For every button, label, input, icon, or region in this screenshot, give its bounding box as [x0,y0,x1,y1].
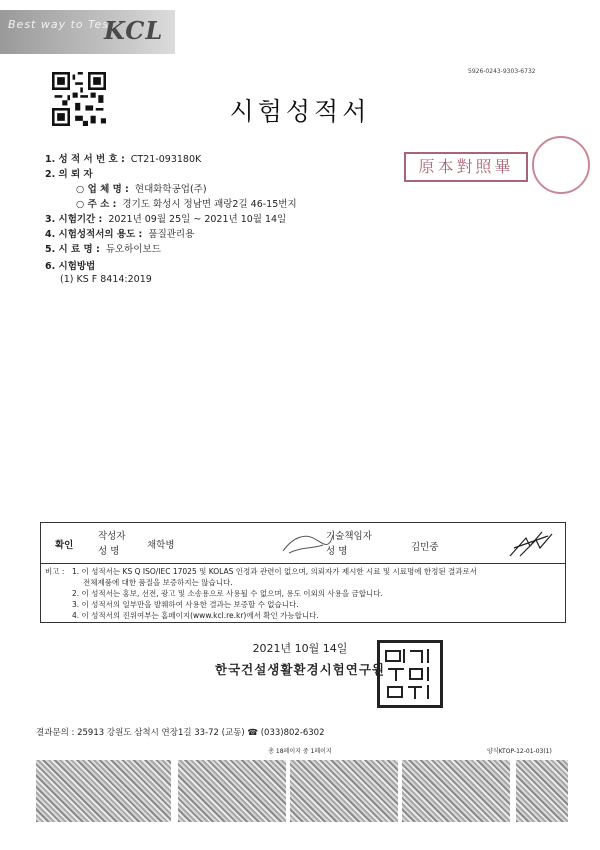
security-pattern-strip [290,760,398,822]
security-pattern-strip [516,760,568,822]
page-info: 총 18페이지 중 1페이지 [268,748,332,755]
issue-date: 2021년 10월 14일 [252,642,348,655]
original-verified-stamp: 原本對照畢 [404,152,528,182]
security-pattern-strip [402,760,510,822]
writer-name-label: 성 명 [98,546,120,557]
remark-line-2: 2. 이 성적서는 홍보, 선전, 광고 및 소송용으로 사용될 수 없으며, 용도 이외의 사용을 금합니다. [72,589,383,598]
tech-manager-name: 김민중 [411,542,439,553]
remark-line-3: 3. 이 성적서의 일부만을 발췌하여 사용한 결과는 보증할 수 없습니다. [72,600,299,609]
contact-info: 결과문의 : 25913 강원도 삼척시 연장1길 33-72 (교동) ☎ (033)802-6302 [36,728,325,738]
tech-manager-signature-icon [506,526,556,560]
tech-manager-name-label: 성 명 [326,546,348,557]
security-pattern-strip [178,760,286,822]
remark-line-1: 1. 이 성적서는 KS Q ISO/IEC 17025 및 KOLAS 인정과 관련이 없으며, 의뢰자가 제시한 시료 및 시료명에 한정된 결과로서 [72,567,477,576]
document-number: 5926-0243-9303-6732 [468,68,536,75]
item-sample-name: 5. 시 료 명 : 듀오하이보드 [45,244,161,255]
writer-name: 채학병 [147,540,175,551]
red-seal-icon [532,136,590,194]
tech-manager-label: 기술책임자 [326,531,372,542]
organization-seal-icon [377,640,443,708]
writer-label: 작성자 [98,531,126,542]
confirm-label: 확인 [55,540,74,551]
item-purpose: 4. 시험성적서의 용도 : 품질관리용 [45,229,195,240]
item-client: 2. 의 뢰 자 [45,169,93,180]
item-company-name: ○ 업 체 명 : 현대화학공업(주) [76,184,207,195]
remarks-label: 비고 : [45,567,65,576]
item-test-standard: (1) KS F 8414:2019 [60,274,152,285]
confirmation-table [40,522,566,564]
organization-name: 한국건설생활환경시험연구원 [215,662,385,677]
item-test-method: 6. 시험방법 [45,261,96,272]
remark-line-4: 4. 이 성적서의 진위여부는 홈페이지(www.kcl.re.kr)에서 확인 가능합니다. [72,611,319,620]
page-title: 시험성적서 [229,97,371,126]
kcl-logo: KCL [104,16,164,45]
security-pattern-strip [36,760,171,822]
header-slogan: Best way to Test [8,18,115,31]
item-address: ○ 주 소 : 경기도 화성시 정남면 괘랑2길 46-15번지 [76,199,297,210]
item-report-number: 1. 성 적 서 번 호 : CT21-093180K [45,154,202,165]
item-test-period: 3. 시험기간 : 2021년 09월 25일 ~ 2021년 10월 14일 [45,214,287,225]
remark-line-1b: 전체제품에 대한 품질을 보증하지는 않습니다. [83,578,233,587]
form-number: 양식KTOP-12-01-03(1) [487,748,552,755]
remarks-box [40,562,566,623]
